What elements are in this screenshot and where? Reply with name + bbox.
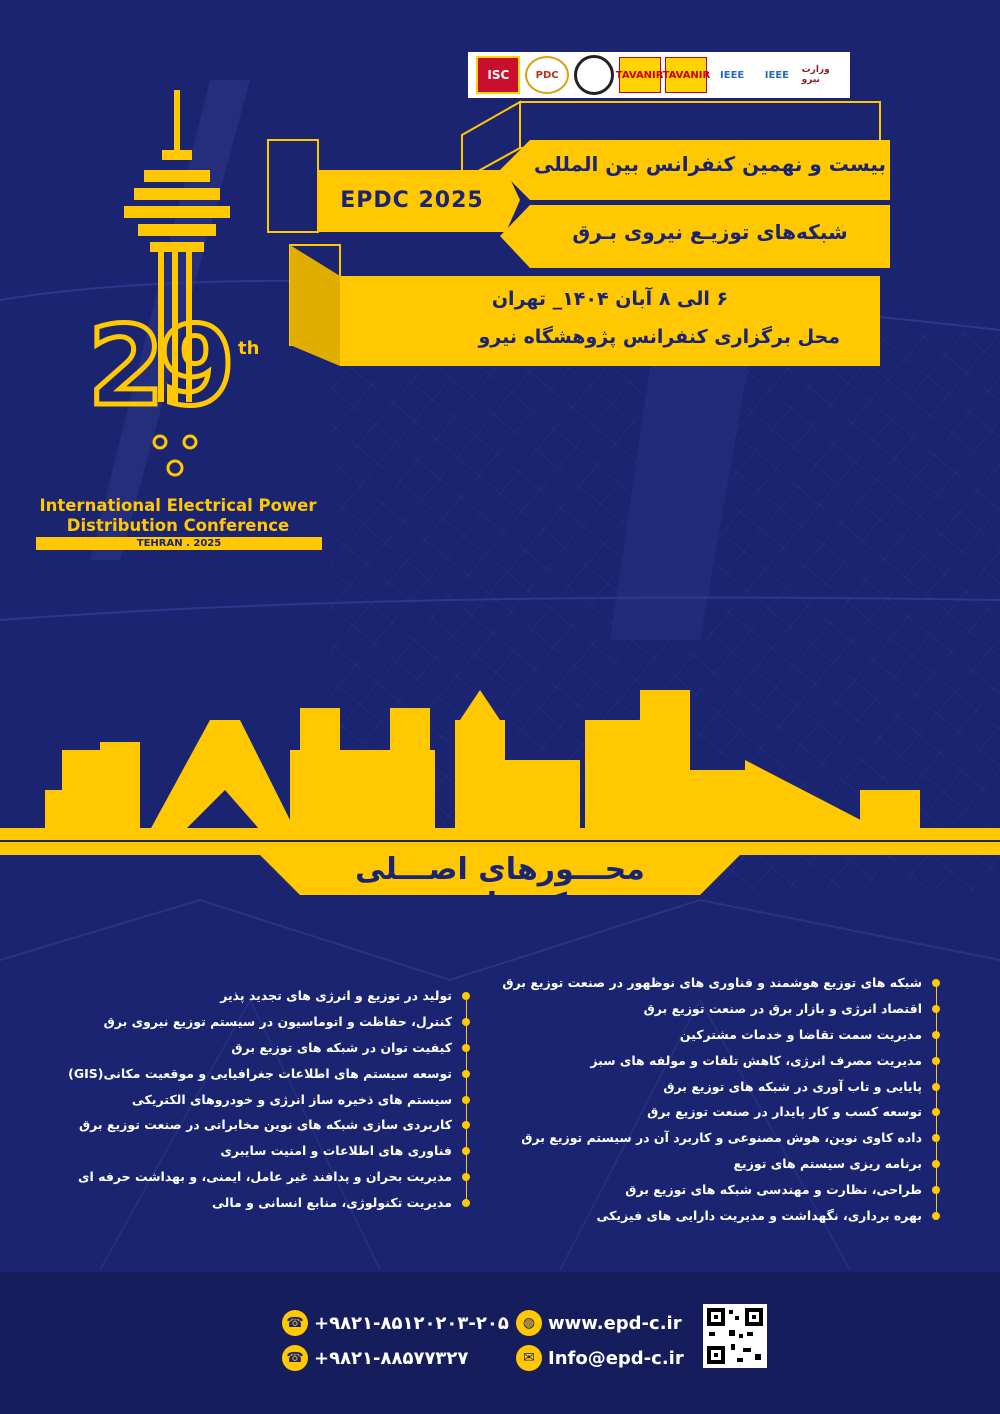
globe-icon: ◍ <box>516 1310 542 1336</box>
conference-subject: شبکه‌های توزیـع نیروی بـرق <box>572 220 848 244</box>
tavanir-logo-2: TAVANIR <box>665 57 707 93</box>
topics-right-column <box>502 970 940 1229</box>
tavanir-logo: TAVANIR <box>619 57 661 93</box>
topic-item: کنترل، حفاظت و اتوماسیون در سیستم توزیع نیروی برق <box>90 1009 470 1035</box>
ieee-logo: IEEE <box>720 69 745 81</box>
topic-item: مدیریت مصرف انرژی، کاهش تلفات و مولفه های سبز <box>560 1048 940 1074</box>
bullet-dot-icon <box>932 1186 940 1194</box>
bullet-dot-icon <box>932 1134 940 1142</box>
edition-suffix: th <box>238 338 260 359</box>
topic-item: فناوری های اطلاعات و امنیت سایبری <box>90 1138 470 1164</box>
bullet-dot-icon <box>462 1147 470 1155</box>
bullet-dot-icon <box>932 1160 940 1168</box>
conference-venue: محل برگزاری کنفرانس پژوهشگاه نیرو <box>478 326 840 348</box>
bullet-dot-icon <box>462 1173 470 1181</box>
topic-item: مدیریت سمت تقاضا و خدمات مشترکین <box>560 1022 940 1048</box>
conference-english-title <box>36 496 320 536</box>
topic-item: کیفیت توان در شبکه های توزیع برق <box>90 1035 470 1061</box>
topics-left-column <box>68 983 470 1216</box>
email-link[interactable] <box>510 1345 684 1371</box>
isc-logo: ISC <box>476 56 520 94</box>
topic-item: بهره برداری، نگهداشت و مدیریت دارایی های فیزیکی <box>560 1203 940 1229</box>
topics-title: محـــورهای اصـــلی کنفرانس <box>355 852 645 922</box>
ieee-logo-2: IEEE <box>764 69 789 81</box>
bullet-dot-icon <box>932 1005 940 1013</box>
bullet-dot-icon <box>462 992 470 1000</box>
phone-icon: ☎ <box>282 1345 308 1371</box>
website-link[interactable] <box>510 1310 682 1336</box>
phone-2-text: +۹۸۲۱-۸۸۵۷۷۳۲۷ <box>314 1347 469 1369</box>
topic-item: طراحی، نظارت و مهندسی شبکه های توزیع برق <box>560 1177 940 1203</box>
topic-item: داده کاوی نوین، هوش مصنوعی و کاربرد آن در سیستم توزیع برق <box>560 1125 940 1151</box>
phone-icon: ☎ <box>282 1310 308 1336</box>
bullet-dot-icon <box>462 1199 470 1207</box>
bullet-dot-icon <box>932 1031 940 1039</box>
bullet-dot-icon <box>462 1096 470 1104</box>
topic-item: برنامه ریزی سیستم های توزیع <box>560 1151 940 1177</box>
conference-date: ۶ الی ۸ آبان ۱۴۰۴_ تهران <box>491 288 729 310</box>
phone-1-text: +۹۸۲۱-۸۵۱۲۰۲۰۳-۲۰۵ <box>314 1312 509 1334</box>
topic-item: مدیریت بحران و پدافند غیر عامل، ایمنی، و بهداشت حرفه ای <box>90 1164 470 1190</box>
city-year: TEHRAN . 2025 <box>36 537 322 550</box>
phone-2[interactable] <box>276 1345 468 1371</box>
topic-item: توسعه کسب و کار پایدار در صنعت توزیع برق <box>560 1099 940 1125</box>
bullet-dot-icon <box>462 1121 470 1129</box>
edition-number: 29 <box>88 302 230 430</box>
website-text: www.epd-c.ir <box>548 1312 682 1334</box>
footer <box>0 1272 1000 1414</box>
ministry-of-energy-logo: وزارت نیرو <box>801 65 830 85</box>
milad-tower-emblem <box>80 90 280 490</box>
bullet-dot-icon <box>462 1070 470 1078</box>
phone-1[interactable] <box>276 1310 509 1336</box>
bullet-dot-icon <box>462 1018 470 1026</box>
topic-item: توسعه سیستم های اطلاعات جغرافیایی و موقعیت مکانی(GIS) <box>90 1061 470 1087</box>
bullet-dot-icon <box>932 1108 940 1116</box>
topic-item: مدیریت تکنولوژی، منابع انسانی و مالی <box>90 1190 470 1216</box>
pdc-logo: PDC <box>525 56 569 94</box>
bullet-dot-icon <box>462 1044 470 1052</box>
email-text: Info@epd-c.ir <box>548 1347 684 1369</box>
conference-acronym: EPDC 2025 <box>340 188 484 213</box>
bullet-dot-icon <box>932 1212 940 1220</box>
topic-item: پایایی و تاب آوری در شبکه های توزیع برق <box>560 1074 940 1100</box>
topic-item: تولید در توزیع و انرژی های تجدید پذیر <box>90 983 470 1009</box>
bullet-dot-icon <box>932 979 940 987</box>
topic-item: کاربردی سازی شبکه های نوین مخابراتی در صنعت توزیع برق <box>90 1112 470 1138</box>
english-title-line1: International Electrical Power <box>39 496 317 515</box>
conference-ordinal-title: بیست و نهمین کنفرانس بین المللی <box>533 152 886 176</box>
bullet-dot-icon <box>932 1057 940 1065</box>
qr-code-icon <box>703 1304 767 1368</box>
email-icon: ✉ <box>516 1345 542 1371</box>
english-title-line2: Distribution Conference <box>66 516 290 535</box>
topic-item: اقتصاد انرژی و بازار برق در صنعت توزیع برق <box>560 996 940 1022</box>
topic-item: سیستم های ذخیره ساز انرژی و خودروهای الکتریکی <box>90 1087 470 1113</box>
topic-item: شبکه های توزیع هوشمند و فناوری های نوظهور در صنعت توزیع برق <box>560 970 940 996</box>
bullet-dot-icon <box>932 1083 940 1091</box>
